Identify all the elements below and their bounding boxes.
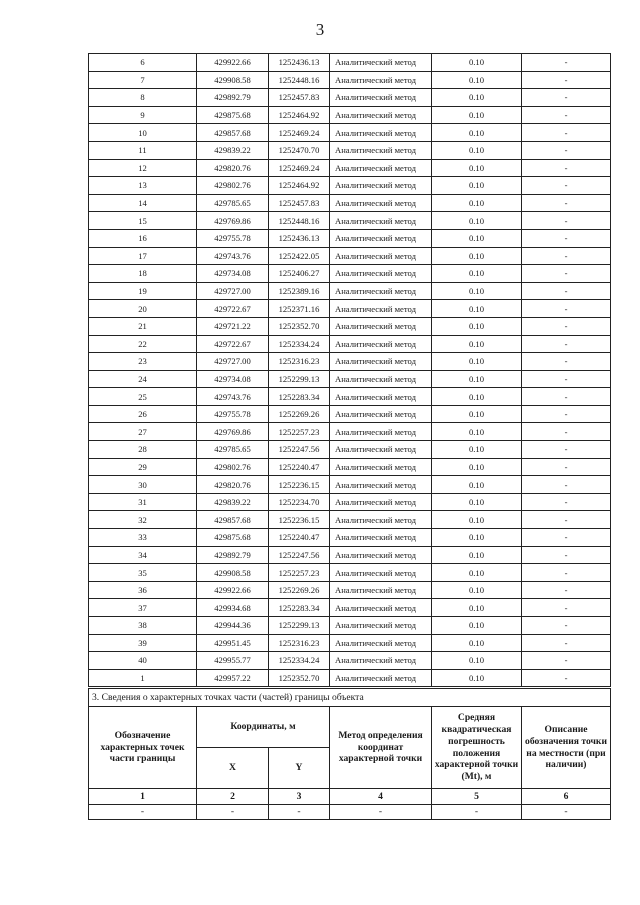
method-cell: Аналитический метод	[330, 106, 432, 124]
description-cell: -	[522, 89, 611, 107]
point-number-cell: 20	[89, 300, 197, 318]
y-coordinate-cell: 1252236.15	[269, 476, 330, 494]
description-cell: -	[522, 634, 611, 652]
error-cell: 0.10	[432, 388, 522, 406]
table-row	[89, 212, 611, 230]
y-coordinate-cell: 1252240.47	[269, 458, 330, 476]
error-cell: 0.10	[432, 300, 522, 318]
column-number: 2	[197, 789, 269, 805]
y-coordinate-cell: 1252389.16	[269, 282, 330, 300]
point-number-cell: 15	[89, 212, 197, 230]
description-cell: -	[522, 265, 611, 283]
table-row	[89, 370, 611, 388]
method-cell: Аналитический метод	[330, 493, 432, 511]
error-cell: 0.10	[432, 177, 522, 195]
description-cell: -	[522, 282, 611, 300]
point-number-cell: 9	[89, 106, 197, 124]
error-cell: 0.10	[432, 124, 522, 142]
point-number-cell: 32	[89, 511, 197, 529]
point-number-cell: 12	[89, 159, 197, 177]
table-row	[89, 529, 611, 547]
error-cell: 0.10	[432, 335, 522, 353]
coordinates-table	[88, 53, 611, 687]
description-cell: -	[522, 388, 611, 406]
method-cell: Аналитический метод	[330, 599, 432, 617]
section-3-table	[88, 688, 611, 820]
empty-cell: -	[197, 805, 269, 820]
table-row	[89, 669, 611, 687]
table-row	[89, 546, 611, 564]
description-cell: -	[522, 229, 611, 247]
y-coordinate-cell: 1252352.70	[269, 317, 330, 335]
description-cell: -	[522, 177, 611, 195]
header-method: Метод определения координат характерной точки	[330, 707, 432, 789]
y-coordinate-cell: 1252257.23	[269, 423, 330, 441]
x-coordinate-cell: 429785.65	[197, 441, 269, 459]
x-coordinate-cell: 429922.66	[197, 54, 269, 72]
empty-cell: -	[330, 805, 432, 820]
x-coordinate-cell: 429755.78	[197, 405, 269, 423]
section-title: 3. Сведения о характерных точках части (частей) границы объекта	[89, 689, 611, 707]
method-cell: Аналитический метод	[330, 405, 432, 423]
method-cell: Аналитический метод	[330, 546, 432, 564]
error-cell: 0.10	[432, 106, 522, 124]
method-cell: Аналитический метод	[330, 159, 432, 177]
y-coordinate-cell: 1252464.92	[269, 106, 330, 124]
point-number-cell: 14	[89, 194, 197, 212]
y-coordinate-cell: 1252240.47	[269, 529, 330, 547]
table-row	[89, 511, 611, 529]
y-coordinate-cell: 1252448.16	[269, 212, 330, 230]
point-number-cell: 31	[89, 493, 197, 511]
error-cell: 0.10	[432, 581, 522, 599]
description-cell: -	[522, 493, 611, 511]
x-coordinate-cell: 429722.67	[197, 335, 269, 353]
point-number-cell: 40	[89, 652, 197, 670]
y-coordinate-cell: 1252299.13	[269, 370, 330, 388]
point-number-cell: 11	[89, 141, 197, 159]
method-cell: Аналитический метод	[330, 335, 432, 353]
method-cell: Аналитический метод	[330, 423, 432, 441]
error-cell: 0.10	[432, 529, 522, 547]
x-coordinate-cell: 429892.79	[197, 546, 269, 564]
table-row	[89, 89, 611, 107]
x-coordinate-cell: 429839.22	[197, 141, 269, 159]
y-coordinate-cell: 1252422.05	[269, 247, 330, 265]
description-cell: -	[522, 546, 611, 564]
description-cell: -	[522, 423, 611, 441]
point-number-cell: 8	[89, 89, 197, 107]
error-cell: 0.10	[432, 282, 522, 300]
x-coordinate-cell: 429727.00	[197, 353, 269, 371]
header-point-designation: Обозначение характерных точек части границы	[89, 707, 197, 789]
y-coordinate-cell: 1252464.92	[269, 177, 330, 195]
x-coordinate-cell: 429734.08	[197, 370, 269, 388]
point-number-cell: 35	[89, 564, 197, 582]
error-cell: 0.10	[432, 89, 522, 107]
y-coordinate-cell: 1252247.56	[269, 441, 330, 459]
column-number: 3	[269, 789, 330, 805]
method-cell: Аналитический метод	[330, 194, 432, 212]
table-row	[89, 423, 611, 441]
x-coordinate-cell: 429734.08	[197, 265, 269, 283]
error-cell: 0.10	[432, 353, 522, 371]
table-row	[89, 54, 611, 72]
table-row	[89, 493, 611, 511]
method-cell: Аналитический метод	[330, 265, 432, 283]
error-cell: 0.10	[432, 476, 522, 494]
y-coordinate-cell: 1252257.23	[269, 564, 330, 582]
point-number-cell: 33	[89, 529, 197, 547]
point-number-cell: 26	[89, 405, 197, 423]
point-number-cell: 38	[89, 617, 197, 635]
y-coordinate-cell: 1252269.26	[269, 581, 330, 599]
point-number-cell: 6	[89, 54, 197, 72]
y-coordinate-cell: 1252469.24	[269, 124, 330, 142]
description-cell: -	[522, 599, 611, 617]
description-cell: -	[522, 335, 611, 353]
header-coordinates: Координаты, м	[197, 707, 330, 748]
point-number-cell: 13	[89, 177, 197, 195]
point-number-cell: 1	[89, 669, 197, 687]
x-coordinate-cell: 429802.76	[197, 177, 269, 195]
point-number-cell: 23	[89, 353, 197, 371]
point-number-cell: 19	[89, 282, 197, 300]
error-cell: 0.10	[432, 634, 522, 652]
x-coordinate-cell: 429892.79	[197, 89, 269, 107]
error-cell: 0.10	[432, 564, 522, 582]
point-number-cell: 27	[89, 423, 197, 441]
table-row	[89, 617, 611, 635]
x-coordinate-cell: 429769.86	[197, 423, 269, 441]
column-number: 6	[522, 789, 611, 805]
point-number-cell: 39	[89, 634, 197, 652]
method-cell: Аналитический метод	[330, 229, 432, 247]
method-cell: Аналитический метод	[330, 124, 432, 142]
x-coordinate-cell: 429908.58	[197, 564, 269, 582]
header-error: Средняя квадратическая погрешность положения характерной точки (Mt), м	[432, 707, 522, 789]
table-row	[89, 634, 611, 652]
description-cell: -	[522, 194, 611, 212]
method-cell: Аналитический метод	[330, 282, 432, 300]
description-cell: -	[522, 317, 611, 335]
empty-cell: -	[89, 805, 197, 820]
method-cell: Аналитический метод	[330, 89, 432, 107]
y-coordinate-cell: 1252352.70	[269, 669, 330, 687]
error-cell: 0.10	[432, 159, 522, 177]
method-cell: Аналитический метод	[330, 476, 432, 494]
table-row	[89, 282, 611, 300]
description-cell: -	[522, 54, 611, 72]
table-row	[89, 177, 611, 195]
method-cell: Аналитический метод	[330, 54, 432, 72]
method-cell: Аналитический метод	[330, 353, 432, 371]
error-cell: 0.10	[432, 599, 522, 617]
x-coordinate-cell: 429785.65	[197, 194, 269, 212]
x-coordinate-cell: 429951.45	[197, 634, 269, 652]
description-cell: -	[522, 141, 611, 159]
description-cell: -	[522, 212, 611, 230]
description-cell: -	[522, 124, 611, 142]
y-coordinate-cell: 1252236.15	[269, 511, 330, 529]
column-number: 1	[89, 789, 197, 805]
x-coordinate-cell: 429721.22	[197, 317, 269, 335]
y-coordinate-cell: 1252283.34	[269, 599, 330, 617]
x-coordinate-cell: 429957.22	[197, 669, 269, 687]
table-row	[89, 652, 611, 670]
y-coordinate-cell: 1252371.16	[269, 300, 330, 318]
table-row	[89, 265, 611, 283]
x-coordinate-cell: 429955.77	[197, 652, 269, 670]
method-cell: Аналитический метод	[330, 458, 432, 476]
error-cell: 0.10	[432, 617, 522, 635]
empty-cell: -	[432, 805, 522, 820]
method-cell: Аналитический метод	[330, 177, 432, 195]
table-row	[89, 335, 611, 353]
error-cell: 0.10	[432, 71, 522, 89]
point-number-cell: 37	[89, 599, 197, 617]
description-cell: -	[522, 370, 611, 388]
empty-cell: -	[522, 805, 611, 820]
error-cell: 0.10	[432, 54, 522, 72]
error-cell: 0.10	[432, 511, 522, 529]
y-coordinate-cell: 1252448.16	[269, 71, 330, 89]
table-row	[89, 106, 611, 124]
description-cell: -	[522, 652, 611, 670]
point-number-cell: 30	[89, 476, 197, 494]
table-row	[89, 300, 611, 318]
table-row	[89, 405, 611, 423]
method-cell: Аналитический метод	[330, 370, 432, 388]
error-cell: 0.10	[432, 652, 522, 670]
column-number: 4	[330, 789, 432, 805]
y-coordinate-cell: 1252283.34	[269, 388, 330, 406]
table-row	[89, 229, 611, 247]
description-cell: -	[522, 476, 611, 494]
error-cell: 0.10	[432, 493, 522, 511]
description-cell: -	[522, 581, 611, 599]
error-cell: 0.10	[432, 317, 522, 335]
description-cell: -	[522, 353, 611, 371]
method-cell: Аналитический метод	[330, 581, 432, 599]
x-coordinate-cell: 429722.67	[197, 300, 269, 318]
x-coordinate-cell: 429743.76	[197, 247, 269, 265]
y-coordinate-cell: 1252316.23	[269, 634, 330, 652]
method-cell: Аналитический метод	[330, 652, 432, 670]
description-cell: -	[522, 106, 611, 124]
table-row	[89, 124, 611, 142]
x-coordinate-cell: 429875.68	[197, 529, 269, 547]
x-coordinate-cell: 429857.68	[197, 511, 269, 529]
point-number-cell: 21	[89, 317, 197, 335]
method-cell: Аналитический метод	[330, 300, 432, 318]
x-coordinate-cell: 429922.66	[197, 581, 269, 599]
point-number-cell: 16	[89, 229, 197, 247]
error-cell: 0.10	[432, 141, 522, 159]
table-row	[89, 388, 611, 406]
description-cell: -	[522, 617, 611, 635]
y-coordinate-cell: 1252234.70	[269, 493, 330, 511]
description-cell: -	[522, 247, 611, 265]
table-row	[89, 71, 611, 89]
point-number-cell: 34	[89, 546, 197, 564]
x-coordinate-cell: 429820.76	[197, 159, 269, 177]
method-cell: Аналитический метод	[330, 511, 432, 529]
description-cell: -	[522, 405, 611, 423]
method-cell: Аналитический метод	[330, 441, 432, 459]
description-cell: -	[522, 511, 611, 529]
error-cell: 0.10	[432, 405, 522, 423]
error-cell: 0.10	[432, 669, 522, 687]
point-number-cell: 7	[89, 71, 197, 89]
point-number-cell: 24	[89, 370, 197, 388]
x-coordinate-cell: 429755.78	[197, 229, 269, 247]
y-coordinate-cell: 1252436.13	[269, 54, 330, 72]
header-y: Y	[269, 748, 330, 789]
point-number-cell: 22	[89, 335, 197, 353]
y-coordinate-cell: 1252269.26	[269, 405, 330, 423]
x-coordinate-cell: 429743.76	[197, 388, 269, 406]
header-x: X	[197, 748, 269, 789]
x-coordinate-cell: 429875.68	[197, 106, 269, 124]
x-coordinate-cell: 429934.68	[197, 599, 269, 617]
point-number-cell: 36	[89, 581, 197, 599]
table-row	[89, 317, 611, 335]
description-cell: -	[522, 300, 611, 318]
point-number-cell: 28	[89, 441, 197, 459]
method-cell: Аналитический метод	[330, 212, 432, 230]
table-row	[89, 599, 611, 617]
method-cell: Аналитический метод	[330, 317, 432, 335]
x-coordinate-cell: 429944.36	[197, 617, 269, 635]
table-row	[89, 353, 611, 371]
page-number: 3	[315, 20, 325, 39]
y-coordinate-cell: 1252334.24	[269, 335, 330, 353]
description-cell: -	[522, 564, 611, 582]
method-cell: Аналитический метод	[330, 247, 432, 265]
empty-cell: -	[269, 805, 330, 820]
x-coordinate-cell: 429820.76	[197, 476, 269, 494]
y-coordinate-cell: 1252316.23	[269, 353, 330, 371]
method-cell: Аналитический метод	[330, 141, 432, 159]
y-coordinate-cell: 1252469.24	[269, 159, 330, 177]
y-coordinate-cell: 1252457.83	[269, 89, 330, 107]
table-row	[89, 581, 611, 599]
method-cell: Аналитический метод	[330, 564, 432, 582]
method-cell: Аналитический метод	[330, 634, 432, 652]
error-cell: 0.10	[432, 194, 522, 212]
description-cell: -	[522, 529, 611, 547]
point-number-cell: 29	[89, 458, 197, 476]
error-cell: 0.10	[432, 265, 522, 283]
table-row	[89, 159, 611, 177]
method-cell: Аналитический метод	[330, 617, 432, 635]
table-row	[89, 564, 611, 582]
x-coordinate-cell: 429769.86	[197, 212, 269, 230]
method-cell: Аналитический метод	[330, 71, 432, 89]
description-cell: -	[522, 458, 611, 476]
error-cell: 0.10	[432, 229, 522, 247]
y-coordinate-cell: 1252299.13	[269, 617, 330, 635]
point-number-cell: 25	[89, 388, 197, 406]
description-cell: -	[522, 669, 611, 687]
point-number-cell: 17	[89, 247, 197, 265]
error-cell: 0.10	[432, 441, 522, 459]
y-coordinate-cell: 1252436.13	[269, 229, 330, 247]
y-coordinate-cell: 1252247.56	[269, 546, 330, 564]
error-cell: 0.10	[432, 212, 522, 230]
table-row	[89, 247, 611, 265]
table-row	[89, 476, 611, 494]
error-cell: 0.10	[432, 458, 522, 476]
x-coordinate-cell: 429727.00	[197, 282, 269, 300]
table-row	[89, 194, 611, 212]
header-description: Описание обозначения точки на местности (при наличии)	[522, 707, 611, 789]
column-number: 5	[432, 789, 522, 805]
y-coordinate-cell: 1252406.27	[269, 265, 330, 283]
y-coordinate-cell: 1252470.70	[269, 141, 330, 159]
point-number-cell: 18	[89, 265, 197, 283]
point-number-cell: 10	[89, 124, 197, 142]
table-row	[89, 458, 611, 476]
method-cell: Аналитический метод	[330, 388, 432, 406]
method-cell: Аналитический метод	[330, 529, 432, 547]
error-cell: 0.10	[432, 423, 522, 441]
table-row	[89, 441, 611, 459]
x-coordinate-cell: 429908.58	[197, 71, 269, 89]
error-cell: 0.10	[432, 370, 522, 388]
method-cell: Аналитический метод	[330, 669, 432, 687]
error-cell: 0.10	[432, 546, 522, 564]
x-coordinate-cell: 429802.76	[197, 458, 269, 476]
description-cell: -	[522, 159, 611, 177]
y-coordinate-cell: 1252334.24	[269, 652, 330, 670]
error-cell: 0.10	[432, 247, 522, 265]
x-coordinate-cell: 429857.68	[197, 124, 269, 142]
y-coordinate-cell: 1252457.83	[269, 194, 330, 212]
x-coordinate-cell: 429839.22	[197, 493, 269, 511]
description-cell: -	[522, 441, 611, 459]
description-cell: -	[522, 71, 611, 89]
table-row	[89, 141, 611, 159]
